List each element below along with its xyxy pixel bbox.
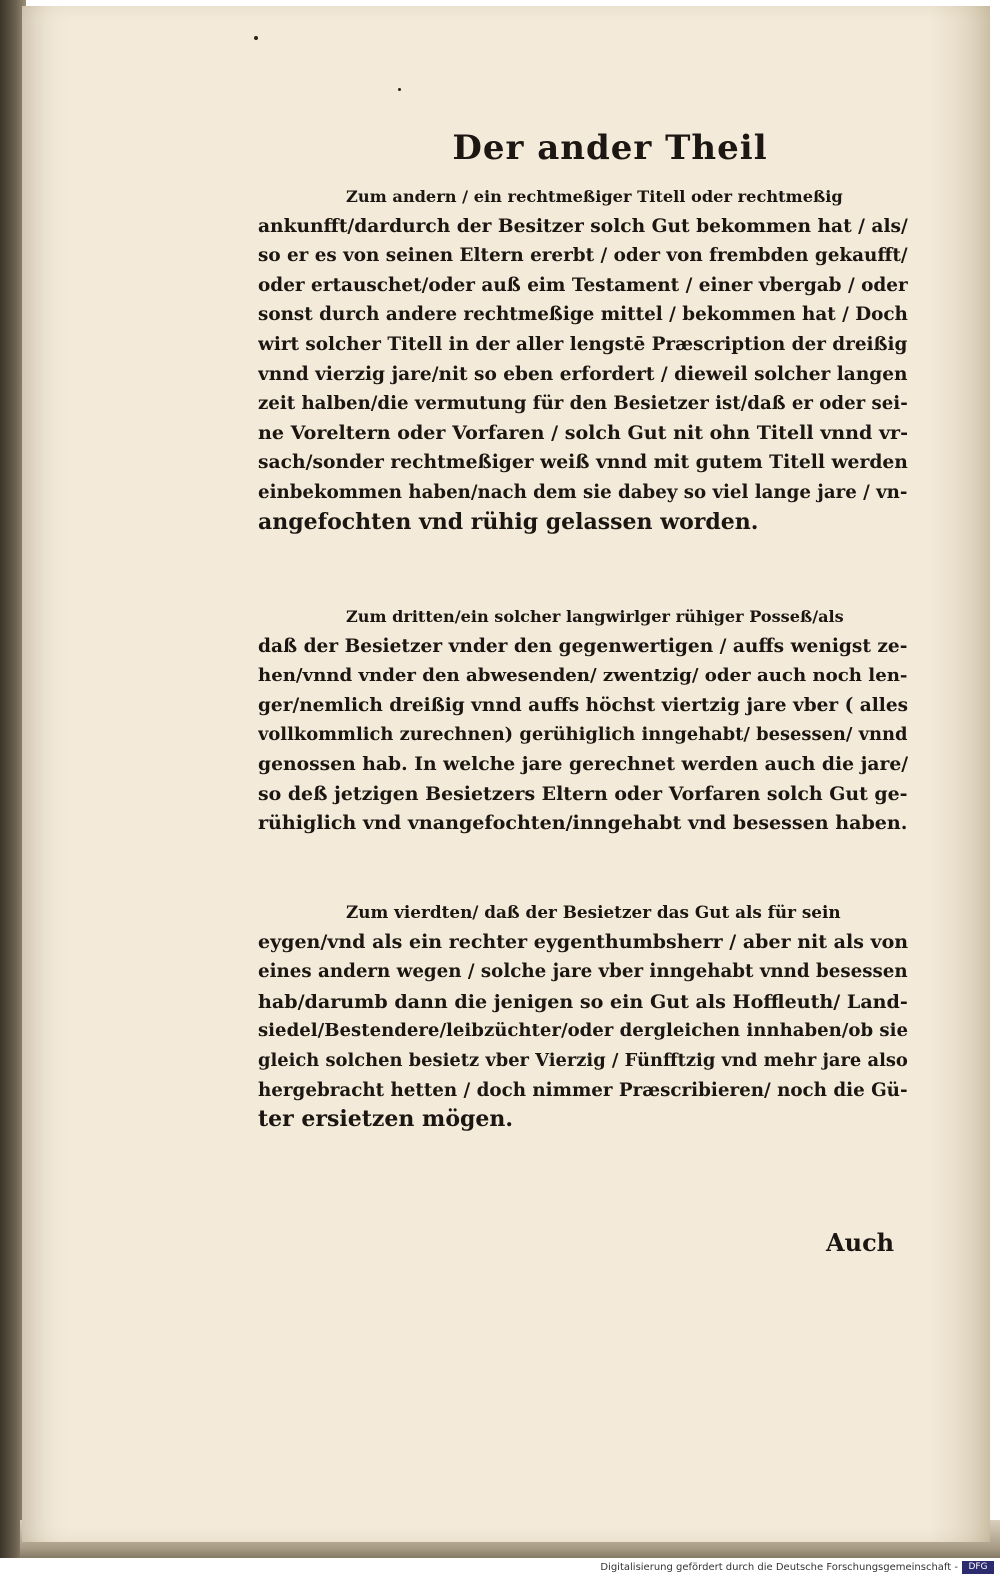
ink-speck [254, 36, 258, 40]
text-line: genossen hab. In welche jare gerechnet werden auch die jare/ [258, 752, 908, 775]
text-line: Zum vierdten/ daß der Besietzer das Gut als für sein [346, 902, 841, 922]
text-line: zeit halben/die vermutung für den Besietzer ist/daß er oder sei- [258, 393, 908, 415]
text-line: oder ertauschet/oder auß eim Testament / einer vbergab / oder [258, 274, 908, 296]
text-line: hergebracht hetten / doch nimmer Præscribieren/ noch die Gü- [258, 1079, 908, 1101]
paragraph-2 [258, 602, 908, 839]
text-line: daß der Besietzer vnder den gegenwertigen / auffs wenigst ze- [258, 635, 908, 657]
text-line: wirt solcher Titell in der aller lengstē Præscription der dreißig [258, 333, 908, 355]
text-line: so deß jetzigen Besietzers Eltern oder Vorfaren solch Gut ge- [258, 782, 908, 805]
text-line: sach/sonder rechtmeßiger weiß vnnd mit gutem Titell werden [258, 451, 908, 474]
paragraph-1 [258, 182, 908, 537]
text-line: vollkommlich zurechnen) gerühiglich inngehabt/ besessen/ vnnd [258, 724, 908, 746]
text-line: eines andern wegen / solche jare vber inngehabt vnnd besessen [258, 961, 908, 983]
text-line: so er es von seinen Eltern ererbt / oder von frembden gekaufft/ [258, 245, 908, 267]
paragraph-3 [258, 898, 908, 1135]
text-line: Zum dritten/ein solcher langwirlger rühiger Posseß/als [346, 607, 844, 626]
text-line: ger/nemlich dreißig vnnd auffs höchst viertzig jare vber ( alles [258, 694, 908, 716]
page-shade [930, 6, 990, 1542]
text-line: sonst durch andere rechtmeßige mittel / bekommen hat / Doch [258, 304, 908, 326]
text-line: ter ersietzen mögen. [258, 1106, 514, 1133]
text-line: rühiglich vnd vnangefochten/inngehabt vnd besessen haben. [258, 812, 908, 835]
text-line: vnnd vierzig jare/nit so eben erfordert / dieweil solcher langen [258, 363, 908, 385]
running-header: Der ander Theil [452, 128, 768, 168]
footer-credit: Digitalisierung gefördert durch die Deutsche Forschungsgemeinschaft - [600, 1562, 958, 1573]
text-line: Zum andern / ein rechtmeßiger Titell oder rechtmeßig [346, 187, 843, 206]
text-line: eygen/vnd als ein rechter eygenthumbsherr / aber nit als von [258, 930, 908, 953]
text-line: siedel/Bestendere/leibzüchter/oder dergleichen innhaben/ob sie [258, 1020, 908, 1042]
text-line: ne Voreltern oder Vorfaren / solch Gut nit ohn Titell vnnd vr- [258, 421, 908, 444]
text-line: einbekommen haben/nach dem sie dabey so viel lange jare / vn- [258, 481, 908, 503]
text-line: gleich solchen besietz vber Vierzig / Fünfftzig vnd mehr jare also [258, 1049, 908, 1071]
dfg-logo-icon: DFG [962, 1561, 994, 1574]
text-line: ankunfft/dardurch der Besitzer solch Gut bekommen hat / als/ [258, 215, 908, 237]
text-line: hen/vnnd vnder den abwesenden/ zwentzig/ oder auch noch len- [258, 665, 908, 687]
text-line: hab/darumb dann die jenigen so ein Gut als Hoffleuth/ Land- [258, 989, 908, 1013]
text-line: angefochten vnd rühig gelassen worden. [258, 508, 759, 535]
catchword: Auch [826, 1228, 895, 1257]
ink-speck [398, 88, 401, 91]
